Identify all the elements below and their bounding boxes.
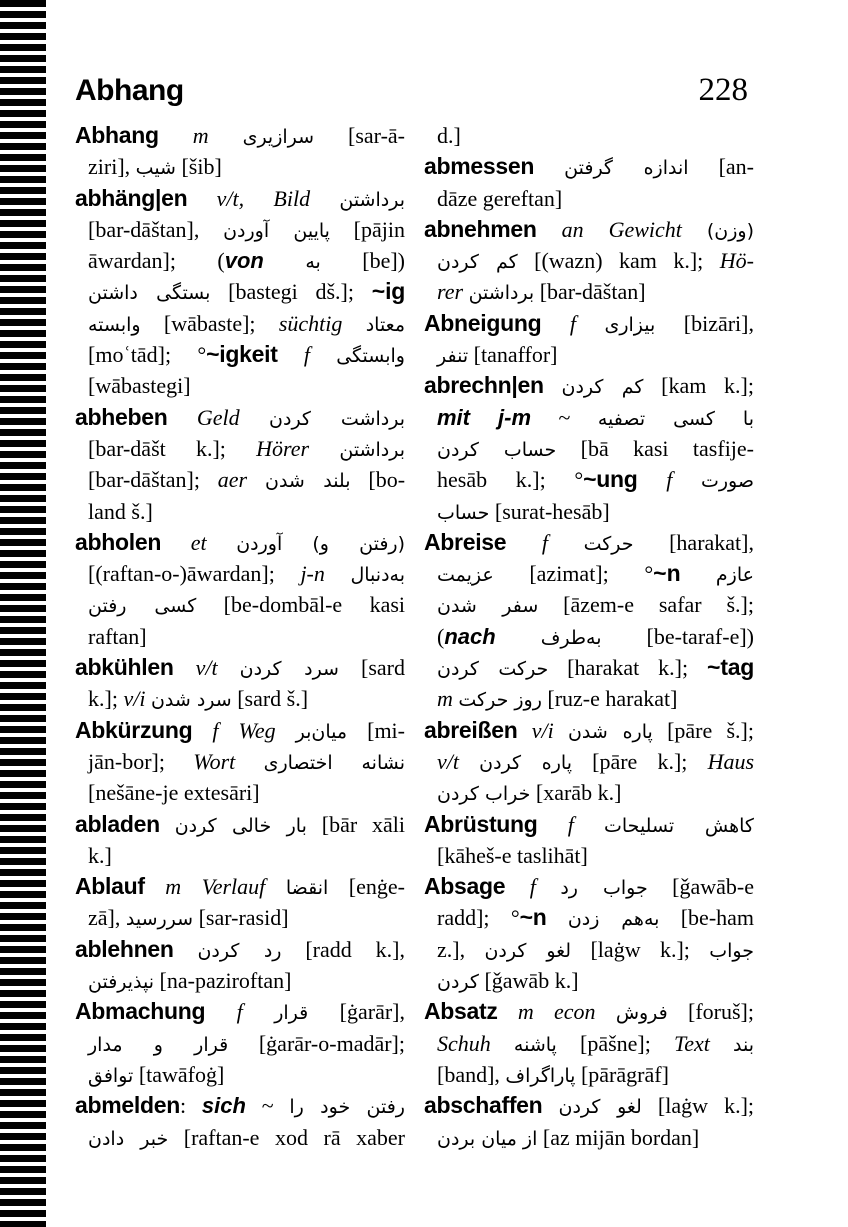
entry-first-line: [424, 1090, 754, 1121]
headword: Abmachung: [75, 998, 206, 1025]
headword: ~tag: [706, 654, 754, 681]
entry-line: [75, 558, 405, 589]
persian-translation: از میان بردن: [437, 1127, 538, 1150]
transliteration-text: [āzem-e safar š.];: [538, 592, 754, 618]
entry-first-line: [75, 871, 405, 902]
grammar-label: v/i: [517, 717, 568, 743]
entry-line: [75, 496, 405, 527]
left-column: [75, 120, 405, 1153]
headword: Absatz: [424, 998, 498, 1025]
entry-line: [424, 1122, 754, 1153]
persian-translation: رد کردن: [197, 939, 282, 962]
headword: abhäng|en: [75, 184, 188, 211]
persian-translation: برداشتن: [339, 188, 405, 211]
persian-translation: پاره کردن: [479, 751, 572, 774]
transliteration-text: [pārāgrāf]: [575, 1061, 669, 1087]
headword: abreißen: [424, 716, 518, 743]
transliteration-text: [309, 436, 339, 461]
persian-translation: خراب کردن: [437, 783, 531, 806]
entry-line: [424, 840, 754, 871]
entry-line: [424, 558, 754, 589]
headword: ~n: [519, 904, 547, 931]
transliteration-text: [enġe-: [328, 874, 405, 900]
headword: Absage: [424, 873, 506, 900]
persian-translation: کم کردن: [437, 251, 518, 274]
entry-line: [75, 746, 405, 777]
transliteration-text: [az mijān bordan]: [537, 1124, 700, 1150]
persian-translation: لغو کردن: [558, 1096, 642, 1119]
persian-translation: حرکت کردن: [437, 658, 549, 681]
grammar-label: Hö-: [719, 248, 754, 274]
transliteration-text: [radd k.],: [281, 936, 405, 962]
entry-first-line: [424, 308, 754, 339]
transliteration-text: [174, 937, 198, 962]
entry-line: [75, 777, 405, 808]
entry-line: [75, 965, 405, 996]
transliteration-text: [bastegi dš.];: [210, 279, 372, 305]
persian-translation: سررسید: [125, 908, 194, 931]
transliteration-text: [xarāb k.]: [530, 780, 622, 806]
entry-line: [424, 1028, 754, 1059]
transliteration-text: [bar-dāštan]: [534, 279, 646, 305]
persian-translation: نپذیرفتن: [88, 971, 155, 994]
grammar-label: aer: [217, 467, 248, 493]
transliteration-text: [542, 1093, 558, 1118]
entry-first-line: [75, 1090, 405, 1121]
entry-first-line: [75, 715, 405, 746]
entry-line: [424, 589, 754, 620]
persian-translation: فروش: [615, 1002, 668, 1025]
transliteration-text: [harakat],: [633, 529, 754, 555]
persian-translation: نشانه اختصاری: [263, 751, 405, 774]
entry-line: [75, 245, 405, 276]
transliteration-text: [bizāri],: [655, 310, 754, 336]
grammar-label: an Gewicht: [536, 216, 707, 242]
transliteration-text: [an-: [688, 154, 754, 180]
grammar-label: f: [505, 874, 561, 900]
entry-line: [424, 621, 754, 652]
grammar-label: Hörer: [256, 435, 310, 461]
grammar-label: et: [161, 529, 237, 555]
persian-translation: شیب: [135, 157, 176, 180]
persian-translation: به‌طرف: [540, 626, 602, 649]
transliteration-text: land š.]: [88, 498, 153, 524]
persian-translation: پاراگراف: [505, 1064, 576, 1087]
transliteration-text: [pāre š.];: [652, 717, 754, 743]
entry-line: [424, 464, 754, 495]
entry-line: [75, 621, 405, 652]
transliteration-text: [be]): [320, 248, 405, 274]
entry-first-line: [75, 652, 405, 683]
persian-translation: کردن: [437, 971, 479, 994]
entry-line: [75, 464, 405, 495]
persian-translation: میان‌بر: [295, 720, 348, 743]
persian-translation: کاهش تسلیحات: [604, 814, 754, 837]
persian-translation: تنفر: [437, 345, 469, 368]
transliteration-text: [680, 561, 716, 586]
persian-translation: سرازیری: [242, 126, 315, 148]
right-column: [424, 120, 754, 1153]
persian-translation: خبر دادن: [88, 1127, 169, 1150]
transliteration-text: āwardan]; (: [88, 248, 225, 274]
headword: abnehmen: [424, 215, 537, 242]
persian-translation: توافق: [88, 1064, 134, 1087]
persian-translation: قرار: [274, 1002, 309, 1025]
entry-line: [424, 276, 754, 307]
grammar-label: Geld: [167, 404, 270, 430]
transliteration-text: [be-dombāl-e kasi: [196, 592, 405, 618]
persian-translation: سرد شدن: [150, 689, 232, 712]
entry-line: [75, 840, 405, 871]
grammar-label: f Weg: [192, 717, 296, 743]
persian-translation: برداشت کردن: [269, 407, 405, 430]
headword: abmessen: [424, 153, 535, 180]
transliteration-text: ziri],: [88, 154, 136, 180]
running-headword: Abhang: [75, 74, 184, 107]
transliteration-text: [342, 311, 365, 336]
entry-first-line: [424, 809, 754, 840]
persian-translation: روز حرکت: [458, 689, 542, 712]
grammar-label: f: [205, 999, 275, 1025]
headword: abladen: [75, 810, 160, 837]
grammar-label: v/t: [437, 748, 459, 774]
headword: abrechn|en: [424, 372, 544, 399]
transliteration-text: [235, 749, 263, 774]
transliteration-text: [160, 812, 175, 837]
entry-line: [75, 339, 405, 370]
entry-line: [424, 683, 754, 714]
transliteration-text: [(raftan-o-)āwardan];: [88, 561, 301, 587]
headword: Abhang: [75, 122, 159, 148]
grammar-label: Haus: [707, 748, 754, 774]
entry-first-line: [75, 527, 405, 558]
transliteration-text: ~: [245, 1093, 290, 1119]
transliteration-text: [ġarār],: [308, 999, 405, 1025]
persian-translation: حرکت: [583, 532, 634, 555]
transliteration-text: [sard š.]: [231, 686, 309, 712]
transliteration-text: dāze gereftan]: [437, 185, 563, 211]
persian-translation: کم کردن: [561, 376, 644, 399]
headword: Abreise: [424, 528, 507, 555]
headword: abmelden: [75, 1092, 180, 1119]
persian-translation: سفر شدن: [437, 595, 539, 618]
transliteration-text: [azimat]; °: [493, 561, 654, 587]
transliteration-text: [bo-: [350, 467, 405, 493]
transliteration-text: [harakat k.];: [548, 655, 707, 681]
transliteration-text: [sar-ā-: [314, 123, 405, 148]
transliteration-text: :: [179, 1093, 202, 1119]
transliteration-text: [491, 1031, 514, 1056]
transliteration-text: (: [437, 623, 445, 649]
transliteration-text: [pāre k.];: [572, 748, 708, 774]
grammar-label: m: [437, 686, 453, 712]
persian-translation: لغو کردن: [484, 939, 572, 962]
entry-line: [75, 276, 405, 307]
headword: ~ig: [371, 278, 405, 305]
entry-line: [424, 902, 754, 933]
headword: abschaffen: [424, 1092, 543, 1119]
persian-translation: برداشتن: [339, 438, 405, 461]
transliteration-text: [ǧawāb-e: [647, 874, 754, 900]
entry-line: [75, 1122, 405, 1153]
entry-line: [75, 370, 405, 401]
entry-first-line: [424, 715, 754, 746]
grammar-label: Schuh: [437, 1030, 491, 1056]
persian-translation: بستگی داشتن: [88, 282, 211, 305]
entry-first-line: [424, 214, 754, 245]
persian-translation: بیزاری: [604, 313, 656, 336]
transliteration-text: [bar-dāštan],: [88, 216, 224, 242]
persian-translation: وابسته: [88, 313, 141, 336]
transliteration-text: [bar-dāštan];: [88, 467, 218, 493]
persian-translation: برداشتن: [468, 282, 535, 305]
headword: Ablauf: [75, 873, 145, 900]
entry-line: [75, 1028, 405, 1059]
entry-line: [75, 308, 405, 339]
transliteration-text: raftan]: [88, 623, 147, 649]
transliteration-text: [band],: [437, 1061, 506, 1087]
entry-first-line: [424, 370, 754, 401]
entry-line: [424, 934, 754, 965]
headword: ~ung: [583, 466, 638, 493]
entry-line: [424, 402, 754, 433]
transliteration-text: [496, 624, 541, 649]
transliteration-text: [sard: [338, 655, 405, 681]
entry-line: [75, 214, 405, 245]
persian-translation: رفتن خود را: [289, 1096, 405, 1119]
persian-translation: به‌دنبال: [350, 564, 405, 587]
transliteration-text: k.];: [88, 686, 124, 712]
page-header: [75, 72, 748, 116]
transliteration-text: [mi-: [347, 717, 405, 743]
bold-italic-phrase: nach: [444, 623, 496, 649]
transliteration-text: k.]: [88, 842, 112, 868]
entry-first-line: [424, 871, 754, 902]
transliteration-text: d.]: [437, 123, 461, 148]
transliteration-text: [247, 467, 265, 492]
transliteration-text: radd]; °: [437, 905, 520, 931]
headword: ablehnen: [75, 935, 174, 962]
entry-first-line: [75, 996, 405, 1027]
headword: abheben: [75, 403, 168, 430]
entry-first-line: [424, 996, 754, 1027]
persian-translation: با کسی تصفیه: [597, 407, 754, 430]
persian-translation: به: [305, 251, 321, 274]
transliteration-text: [surat-hesāb]: [489, 498, 610, 524]
transliteration-text: [pājin: [329, 216, 405, 242]
grammar-label: f: [637, 467, 701, 493]
headword: Abkürzung: [75, 716, 193, 743]
transliteration-text: [710, 1031, 733, 1056]
persian-translation: اندازه گرفتن: [564, 157, 689, 180]
entry-first-line: [75, 120, 405, 151]
grammar-label: j-n: [300, 561, 325, 587]
grammar-label: m econ: [497, 999, 616, 1025]
entry-line: [75, 433, 405, 464]
entry-first-line: [75, 809, 405, 840]
transliteration-text: [459, 749, 479, 774]
transliteration-text: jān-bor];: [88, 748, 194, 774]
grammar-label: m Verlauf: [144, 874, 286, 900]
transliteration-text: [be-ham: [659, 905, 754, 931]
entry-line: [424, 245, 754, 276]
entry-first-line: [424, 151, 754, 182]
grammar-label: Wort: [193, 748, 236, 774]
transliteration-text: zā],: [88, 905, 126, 931]
entry-line: [424, 339, 754, 370]
transliteration-text: [ǧawāb k.]: [478, 968, 579, 994]
transliteration-text: [tanaffor]: [468, 342, 558, 368]
entry-first-line: [75, 183, 405, 214]
transliteration-text: [kāheš-e taslihāt]: [437, 842, 588, 868]
transliteration-text: [bar-dāšt k.];: [88, 435, 257, 461]
transliteration-text: [325, 561, 351, 586]
entry-line: [424, 777, 754, 808]
transliteration-text: [547, 905, 568, 930]
entry-line: [424, 120, 754, 151]
grammar-label: f: [506, 529, 584, 555]
transliteration-text: [bā kasi tasfije-: [556, 435, 754, 461]
persian-translation: حساب کردن: [437, 438, 557, 461]
headword: ~igkeit: [206, 341, 278, 368]
bold-italic-phrase: sich: [201, 1093, 246, 1119]
transliteration-text: [wābastegi]: [88, 373, 191, 399]
entry-first-line: [424, 527, 754, 558]
persian-translation: پاره شدن: [567, 720, 653, 743]
persian-translation: قرار و مدار: [88, 1033, 229, 1056]
transliteration-text: [bār xāli: [306, 811, 405, 837]
persian-translation: جواب رد: [560, 877, 648, 900]
transliteration-text: [nešāne-je extesāri]: [88, 780, 260, 806]
transliteration-text: [kam k.];: [643, 373, 754, 399]
transliteration-text: [na-paziroftan]: [154, 968, 292, 994]
headword: abholen: [75, 528, 162, 555]
grammar-label: v/t: [173, 655, 240, 681]
persian-translation: (رفتن و) آوردن: [236, 532, 405, 555]
transliteration-text: [(wazn) kam k.];: [517, 248, 720, 274]
persian-translation: حساب: [437, 501, 490, 524]
transliteration-text: [ġarār-o-madār];: [228, 1030, 405, 1056]
grammar-label: süchtig: [278, 310, 343, 336]
transliteration-text: [be-taraf-e]): [601, 623, 754, 649]
grammar-label: Text: [674, 1030, 710, 1056]
persian-translation: معتاد: [365, 313, 405, 336]
entry-line: [424, 183, 754, 214]
persian-translation: عازم: [715, 564, 754, 587]
entry-line: [75, 1059, 405, 1090]
transliteration-text: [544, 373, 562, 398]
thumb-index-stripes: [0, 0, 46, 1227]
transliteration-text: hesāb k.]; °: [437, 467, 584, 493]
entry-line: [75, 151, 405, 182]
transliteration-text: [laġw k.];: [641, 1093, 754, 1119]
transliteration-text: [534, 154, 564, 179]
headword: abkühlen: [75, 654, 174, 681]
transliteration-text: [raftan-e xod rā xaber: [168, 1124, 405, 1150]
persian-translation: وابستگی: [336, 345, 405, 368]
bold-italic-phrase: mit j-m: [437, 404, 532, 430]
entry-line: [424, 496, 754, 527]
grammar-label: v/t, Bild: [187, 185, 340, 211]
transliteration-text: [šib]: [175, 154, 222, 180]
transliteration-text: [ruz-e harakat]: [541, 686, 678, 712]
persian-translation: جواب: [709, 939, 754, 962]
transliteration-text: [tawāfoġ]: [133, 1061, 225, 1087]
persian-translation: بار خالی کردن: [174, 814, 307, 837]
entry-line: [75, 683, 405, 714]
grammar-label: f: [541, 310, 605, 336]
transliteration-text: [pāšne];: [556, 1030, 674, 1056]
entry-line: [424, 1059, 754, 1090]
headword: Abneigung: [424, 309, 542, 336]
entry-line: [75, 902, 405, 933]
persian-translation: به‌هم زدن: [567, 908, 660, 931]
persian-translation: بند: [733, 1033, 754, 1056]
persian-translation: پایین آوردن: [223, 219, 330, 242]
headword: ~n: [653, 560, 681, 587]
transliteration-text: [laġw k.];: [571, 936, 710, 962]
grammar-label: f: [537, 811, 604, 837]
entry-line: [424, 746, 754, 777]
persian-translation: انقضا: [285, 877, 329, 900]
page-number: 228: [698, 72, 748, 108]
entry-line: [75, 589, 405, 620]
headword: Abrüstung: [424, 810, 538, 837]
persian-translation: (وزن): [706, 219, 754, 242]
entry-first-line: [75, 934, 405, 965]
persian-translation: عزیمت: [437, 564, 494, 587]
transliteration-text: [wābaste];: [140, 310, 279, 336]
entry-line: [424, 652, 754, 683]
transliteration-text: [moʿtād]; °: [88, 342, 207, 368]
grammar-label: v/i: [123, 686, 146, 712]
persian-translation: سرد کردن: [239, 658, 339, 681]
persian-translation: کسی رفتن: [88, 595, 197, 618]
transliteration-text: z.],: [437, 936, 485, 962]
grammar-label: f: [277, 342, 337, 368]
transliteration-text: [264, 248, 305, 273]
grammar-label: rer: [437, 279, 464, 305]
persian-translation: بلند شدن: [264, 470, 351, 493]
grammar-label: m: [158, 123, 243, 148]
transliteration-text: ~: [531, 404, 598, 430]
persian-translation: صورت: [700, 470, 754, 493]
entry-first-line: [75, 402, 405, 433]
entry-line: [424, 965, 754, 996]
bold-italic-phrase: von: [224, 248, 264, 274]
entry-line: [424, 433, 754, 464]
persian-translation: پاشنه: [513, 1033, 557, 1056]
transliteration-text: [foruš];: [667, 999, 754, 1025]
transliteration-text: [sar-rasid]: [193, 905, 289, 931]
